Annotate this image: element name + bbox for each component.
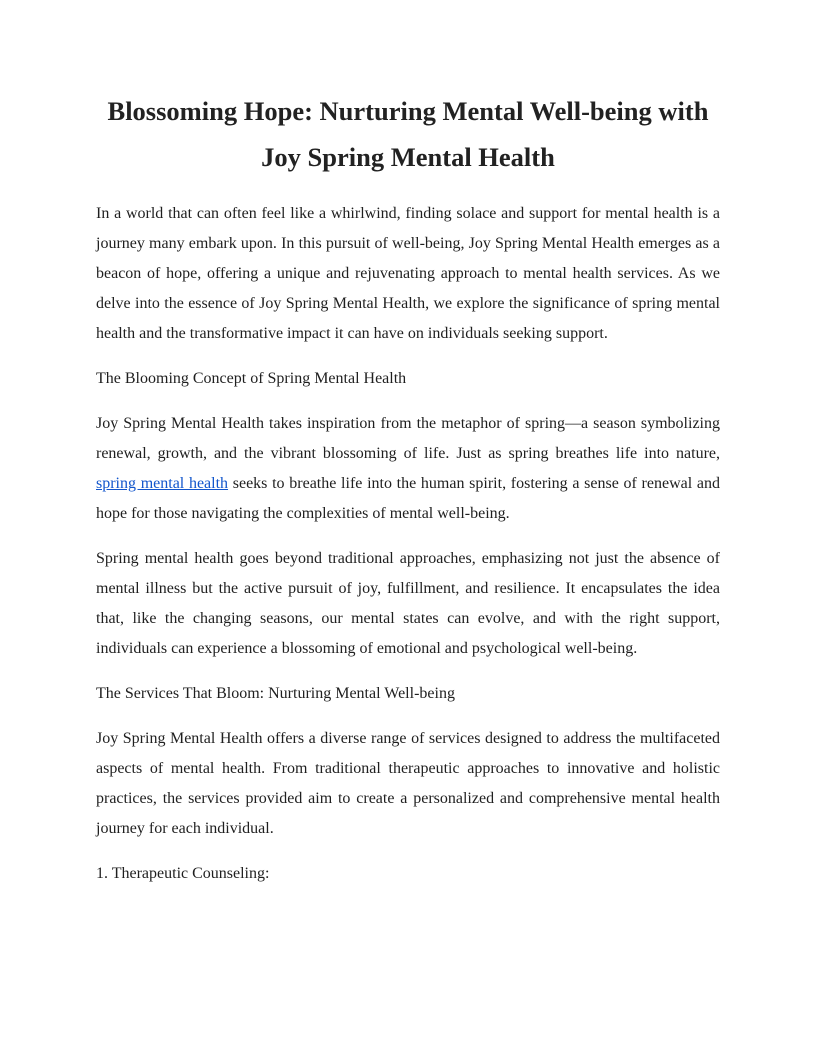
section1-paragraph-1 <box>96 409 720 529</box>
section1-paragraph-2: Spring mental health goes beyond traditional approaches, emphasizing not just the absence of mental illness but the active pursuit of joy, fulfillment, and resilience. It encapsulates the idea that, like the changing seasons, our mental states can evolve, and with the right support, individuals can experience a blossoming of emotional and psychological well-being. <box>96 550 720 657</box>
section1-p1-text-after: seeks to breathe life into the human spirit, fostering a sense of renewal and hope for those navigating the complexities of mental well-being. <box>96 475 720 522</box>
document-title <box>96 88 720 180</box>
section1-p1-text-before: Joy Spring Mental Health takes inspiration from the metaphor of spring—a season symbolizing renewal, growth, and the vibrant blossoming of life. Just as spring breathes life into nature, <box>96 415 720 462</box>
list-item-therapeutic-counseling: 1. Therapeutic Counseling: <box>96 865 270 882</box>
section-heading-blooming-concept: The Blooming Concept of Spring Mental Health <box>96 370 407 387</box>
title-line-2: Joy Spring Mental Health <box>261 142 555 172</box>
title-line-1: Blossoming Hope: Nurturing Mental Well-being with <box>107 96 709 126</box>
section2-paragraph-1: Joy Spring Mental Health offers a diverse range of services designed to address the multifaceted aspects of mental health. From traditional therapeutic approaches to innovative and holistic practices, the services provided aim to create a personalized and comprehensive mental health journey for each individual. <box>96 730 720 837</box>
intro-paragraph: In a world that can often feel like a whirlwind, finding solace and support for mental health is a journey many embark upon. In this pursuit of well-being, Joy Spring Mental Health emerges as a beacon of hope, offering a unique and rejuvenating approach to mental health services. As we delve into the essence of Joy Spring Mental Health, we explore the significance of spring mental health and the transformative impact it can have on individuals seeking support. <box>96 205 720 342</box>
document-page <box>96 88 720 889</box>
section-heading-services: The Services That Bloom: Nurturing Mental Well-being <box>96 685 455 702</box>
spring-mental-health-link[interactable]: spring mental health <box>96 475 229 492</box>
